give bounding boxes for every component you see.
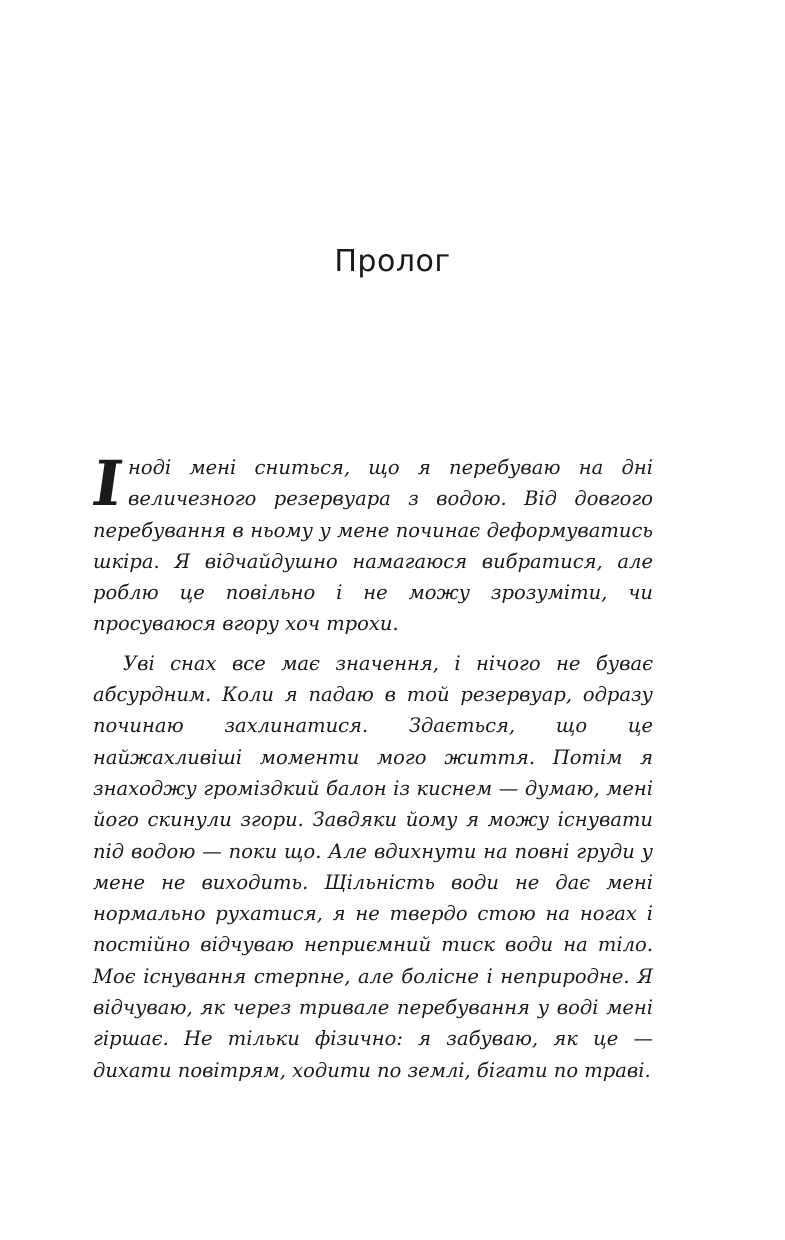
paragraph-2: Уві снах все має значення, і нічого не буває абсурдним. Коли я падаю в той резервуар, одразу починаю захлинатися. Здається, що це найжахливіші моменти мого життя. Потім я знаходжу громіздкий балон із киснем — думаю, мені його скинули згори. Завдяки йому я можу існувати під водою — поки що. Але вдихнути на повні груди у мене не виходить. Щільність води не дає мені нормально рухатися, я не твердо стою на ногах і постійно відчуваю неприємний тиск води на тіло. Моє існування стерпне, але болісне і неприродне. Я відчуваю, як через тривале перебування у воді мені гіршає. Не тільки фізично: я забуваю, як це — дихати повітрям, ходити по землі, бігати по траві. [93,651,653,1082]
paragraph-1-text: ноді мені сниться, що я перебуваю на дні величезного резервуара з водою. Від довгого перебування в ньому у мене починає деформуватись шкіра. Я відчайдушно намагаюся вибратися, але роблю це повільно і не можу зрозуміти, чи просуваюся вгору хоч трохи. [93,456,653,636]
drop-cap: І [87,447,128,520]
chapter-title: Пролог [334,244,451,279]
paragraph-1 [87,447,653,640]
chapter-body [87,447,653,1086]
